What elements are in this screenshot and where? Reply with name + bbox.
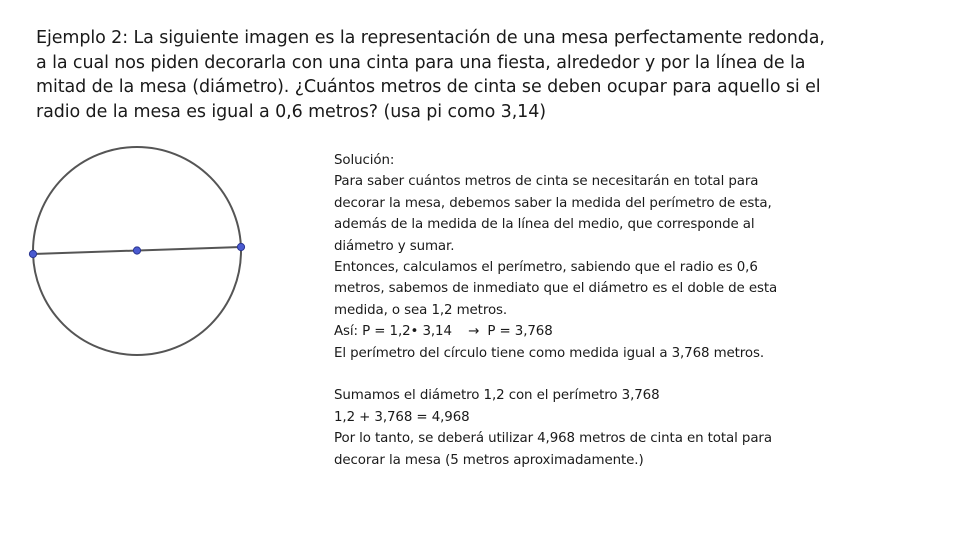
formula-left: Así: P = 1,2• 3,14 (334, 324, 452, 340)
problem-line: radio de la mesa es igual a 0,6 metros? (usa pi como 3,14) (36, 101, 546, 122)
solution-line: medida, o sea 1,2 metros. (334, 302, 508, 318)
solution-line: Para saber cuántos metros de cinta se necesitarán en total para (334, 174, 759, 190)
arrow-right-icon: → (468, 324, 480, 340)
solution-line: 1,2 + 3,768 = 4,968 (334, 409, 470, 425)
problem-line: a la cual nos piden decorarla con una cinta para una fiesta, alrededor y por la línea de la (36, 52, 806, 73)
formula-line (334, 321, 894, 342)
paragraph-gap (334, 364, 894, 385)
solution-text (334, 150, 894, 471)
solution-line: diámetro y sumar. (334, 238, 455, 254)
solution-line: decorar la mesa (5 metros aproximadamente.) (334, 452, 644, 468)
circle-figure (20, 138, 260, 378)
center-point (133, 247, 140, 254)
formula-right: P = 3,768 (487, 324, 553, 340)
solution-line: El perímetro del círculo tiene como medida igual a 3,768 metros. (334, 345, 765, 361)
problem-line: mitad de la mesa (diámetro). ¿Cuántos metros de cinta se deben ocupar para aquello si el (36, 77, 821, 97)
solution-line: además de la medida de la línea del medio, que corresponde al (334, 217, 755, 233)
right-endpoint (237, 243, 244, 250)
solution-line: Sumamos el diámetro 1,2 con el perímetro 3,768 (334, 388, 660, 404)
problem-statement (36, 26, 936, 124)
solution-line: Entonces, calculamos el perímetro, sabiendo que el radio es 0,6 (334, 260, 758, 276)
solution-line: decorar la mesa, debemos saber la medida del perímetro de esta, (334, 195, 772, 211)
solution-line: metros, sabemos de inmediato que el diámetro es el doble de esta (334, 281, 778, 297)
left-endpoint (29, 250, 36, 257)
problem-line: Ejemplo 2: La siguiente imagen es la representación de una mesa perfectamente redonda, (36, 28, 825, 48)
solution-line: Por lo tanto, se deberá utilizar 4,968 metros de cinta en total para (334, 431, 772, 447)
solution-heading: Solución: (334, 153, 395, 168)
